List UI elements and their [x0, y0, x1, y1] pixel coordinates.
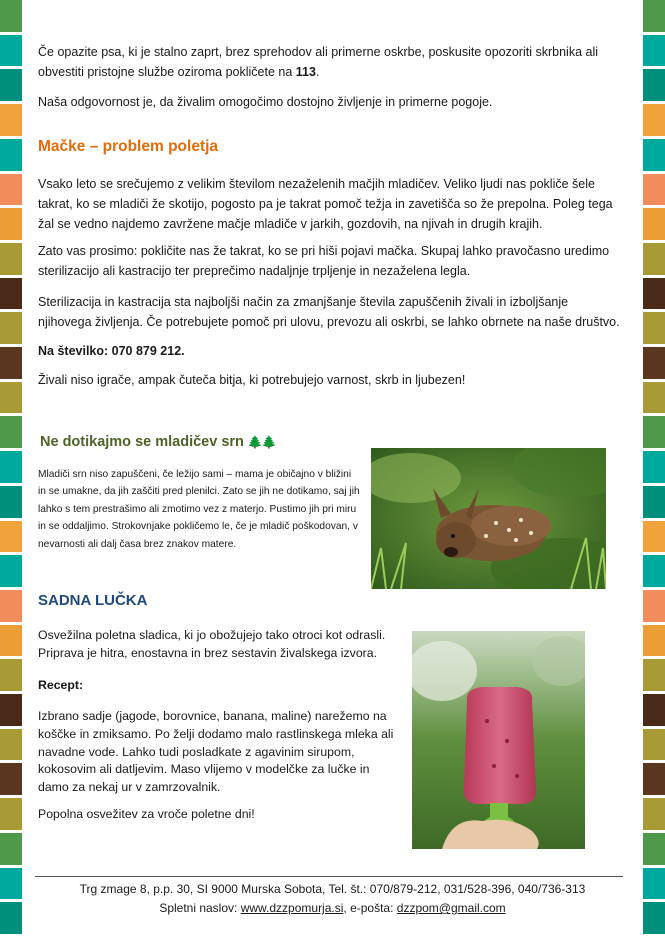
- stripe-segment: [643, 625, 665, 660]
- footer-address: Trg zmage 8, p.p. 30, SI 9000 Murska Sobota, Tel. št.: 070/879-212, 031/528-396, 040/736-313: [79, 882, 586, 896]
- stripe-segment: [643, 833, 665, 868]
- stripe-segment: [0, 763, 22, 798]
- recipe-label: Recept:: [38, 678, 84, 692]
- stripe-segment: [643, 763, 665, 798]
- right-color-stripe: [643, 0, 665, 937]
- popsicle-paragraph-1: Osvežilna poletna sladica, ki jo obožujejo tako otroci kot odrasli. Priprava je hitra, enostavna in brez sestavin živalskega izvora.: [38, 628, 386, 660]
- tree-icon: 🌲🌲: [247, 435, 276, 449]
- website-link[interactable]: www.dzzpomurja.si: [240, 901, 344, 915]
- email-link[interactable]: dzzpom@gmail.com: [396, 901, 506, 915]
- intro-paragraph-1: Če opazite psa, ki je stalno zaprt, brez sprehodov ali primerne oskrbe, poskusite opozoriti skrbnika ali obvestiti pristojne službe oziroma pokličete na 113.: [38, 45, 598, 79]
- stripe-segment: [0, 35, 22, 70]
- stripe-segment: [643, 659, 665, 694]
- stripe-segment: [0, 555, 22, 590]
- stripe-segment: [0, 174, 22, 209]
- stripe-segment: [0, 208, 22, 243]
- stripe-segment: [643, 243, 665, 278]
- cats-paragraph-2: Zato vas prosimo: pokličite nas že takrat, ko se pri hiši pojavi mačka. Skupaj lahko pravočasno uredimo sterilizacijo ali kastracijo ter preprečimo nadaljnje trpljenje in nezaželena legla.: [38, 244, 610, 278]
- stripe-segment: [0, 486, 22, 521]
- popsicle-paragraph-3: Popolna osvežitev za vroče poletne dni!: [38, 807, 255, 821]
- stripe-segment: [0, 139, 22, 174]
- popsicle-heading: SADNA LUČKA: [38, 592, 148, 609]
- stripe-segment: [0, 104, 22, 139]
- stripe-segment: [643, 69, 665, 104]
- footer-divider: [35, 876, 623, 877]
- stripe-segment: [643, 798, 665, 833]
- stripe-segment: [0, 347, 22, 382]
- stripe-segment: [643, 347, 665, 382]
- stripe-segment: [643, 382, 665, 417]
- stripe-segment: [643, 35, 665, 70]
- cats-heading: Mačke – problem poletja: [38, 138, 219, 155]
- cats-phone-line: Na številko: 070 879 212.: [38, 344, 185, 358]
- left-color-stripe: [0, 0, 22, 937]
- popsicle-photo: [412, 631, 585, 849]
- stripe-segment: [0, 278, 22, 313]
- stripe-segment: [0, 902, 22, 937]
- intro-paragraph-2: Naša odgovornost je, da živalim omogočimo dostojno življenje in primerne pogoje.: [38, 95, 493, 109]
- stripe-segment: [0, 833, 22, 868]
- stripe-segment: [0, 590, 22, 625]
- stripe-segment: [643, 0, 665, 35]
- fawn-photo: [371, 448, 606, 589]
- stripe-segment: [643, 312, 665, 347]
- stripe-segment: [643, 104, 665, 139]
- fawn-heading: Ne dotikajmo se mladičev srn 🌲🌲: [40, 434, 276, 450]
- stripe-segment: [0, 798, 22, 833]
- popsicle-paragraph-2: Izbrano sadje (jagode, borovnice, banana, maline) narežemo na koščke in zmiksamo. Po želji dodamo malo rastlinskega mleka ali navadne vode. Lahko tudi posladkate z agavinim sirupom, kokosovim ali datljevim. Maso vlijemo v modelčke za lučke in damo za nekaj ur v zamrzovalnik.: [38, 709, 394, 795]
- stripe-segment: [643, 278, 665, 313]
- stripe-segment: [0, 659, 22, 694]
- stripe-segment: [643, 694, 665, 729]
- stripe-segment: [0, 312, 22, 347]
- stripe-segment: [0, 729, 22, 764]
- stripe-segment: [643, 902, 665, 937]
- stripe-segment: [643, 451, 665, 486]
- stripe-segment: [0, 521, 22, 556]
- stripe-segment: [643, 208, 665, 243]
- stripe-segment: [0, 69, 22, 104]
- stripe-segment: [0, 0, 22, 35]
- stripe-segment: [643, 521, 665, 556]
- stripe-segment: [643, 868, 665, 903]
- footer-contacts: Spletni naslov: www.dzzpomurja.si, e-pošta: dzzpom@gmail.com: [159, 901, 506, 915]
- stripe-segment: [0, 868, 22, 903]
- stripe-segment: [643, 555, 665, 590]
- stripe-segment: [643, 729, 665, 764]
- stripe-segment: [0, 243, 22, 278]
- cats-paragraph-4: Živali niso igrače, ampak čuteča bitja, ki potrebujejo varnost, skrb in ljubezen!: [38, 373, 466, 387]
- stripe-segment: [0, 694, 22, 729]
- stripe-segment: [643, 486, 665, 521]
- cats-paragraph-1: Vsako leto se srečujemo z velikim številom nezaželenih mačjih mladičev. Veliko ljudi nas pokliče šele takrat, ko se mladiči že skotijo, pogosto pa je takrat pomoč težja in zavetišča so že prepolna. Poleg tega žal se vedno najdemo zavržene mačje mladiče v jarkih, gozdovih, na njivah in drugih krajih.: [38, 177, 613, 231]
- stripe-segment: [0, 625, 22, 660]
- stripe-segment: [0, 382, 22, 417]
- stripe-segment: [643, 139, 665, 174]
- stripe-segment: [643, 416, 665, 451]
- stripe-segment: [643, 590, 665, 625]
- fawn-paragraph: Mladiči srn niso zapuščeni, če ležijo sami – mama je običajno v bližini in se umakne, da jih zaščiti pred plenilci. Zato se jih ne dotikamo, saj jih lahko s tem prestrašimo ali zmotimo vez z materjo. Pustimo jih pri miru in se oddaljimo. Strokovnjake pokličemo le, če je mladič poškodovan, v nevarnosti ali dalj časa brez znakov matere.: [38, 469, 360, 550]
- stripe-segment: [0, 416, 22, 451]
- stripe-segment: [643, 174, 665, 209]
- stripe-segment: [0, 451, 22, 486]
- emergency-number: 113: [295, 65, 316, 79]
- cats-paragraph-3: Sterilizacija in kastracija sta najboljši način za zmanjšanje števila zapuščenih živali in izboljšanje njihovega življenja. Če potrebujete pomoč pri ulovu, prevozu ali oskrbi, se lahko obrnete na naše društvo.: [38, 295, 620, 329]
